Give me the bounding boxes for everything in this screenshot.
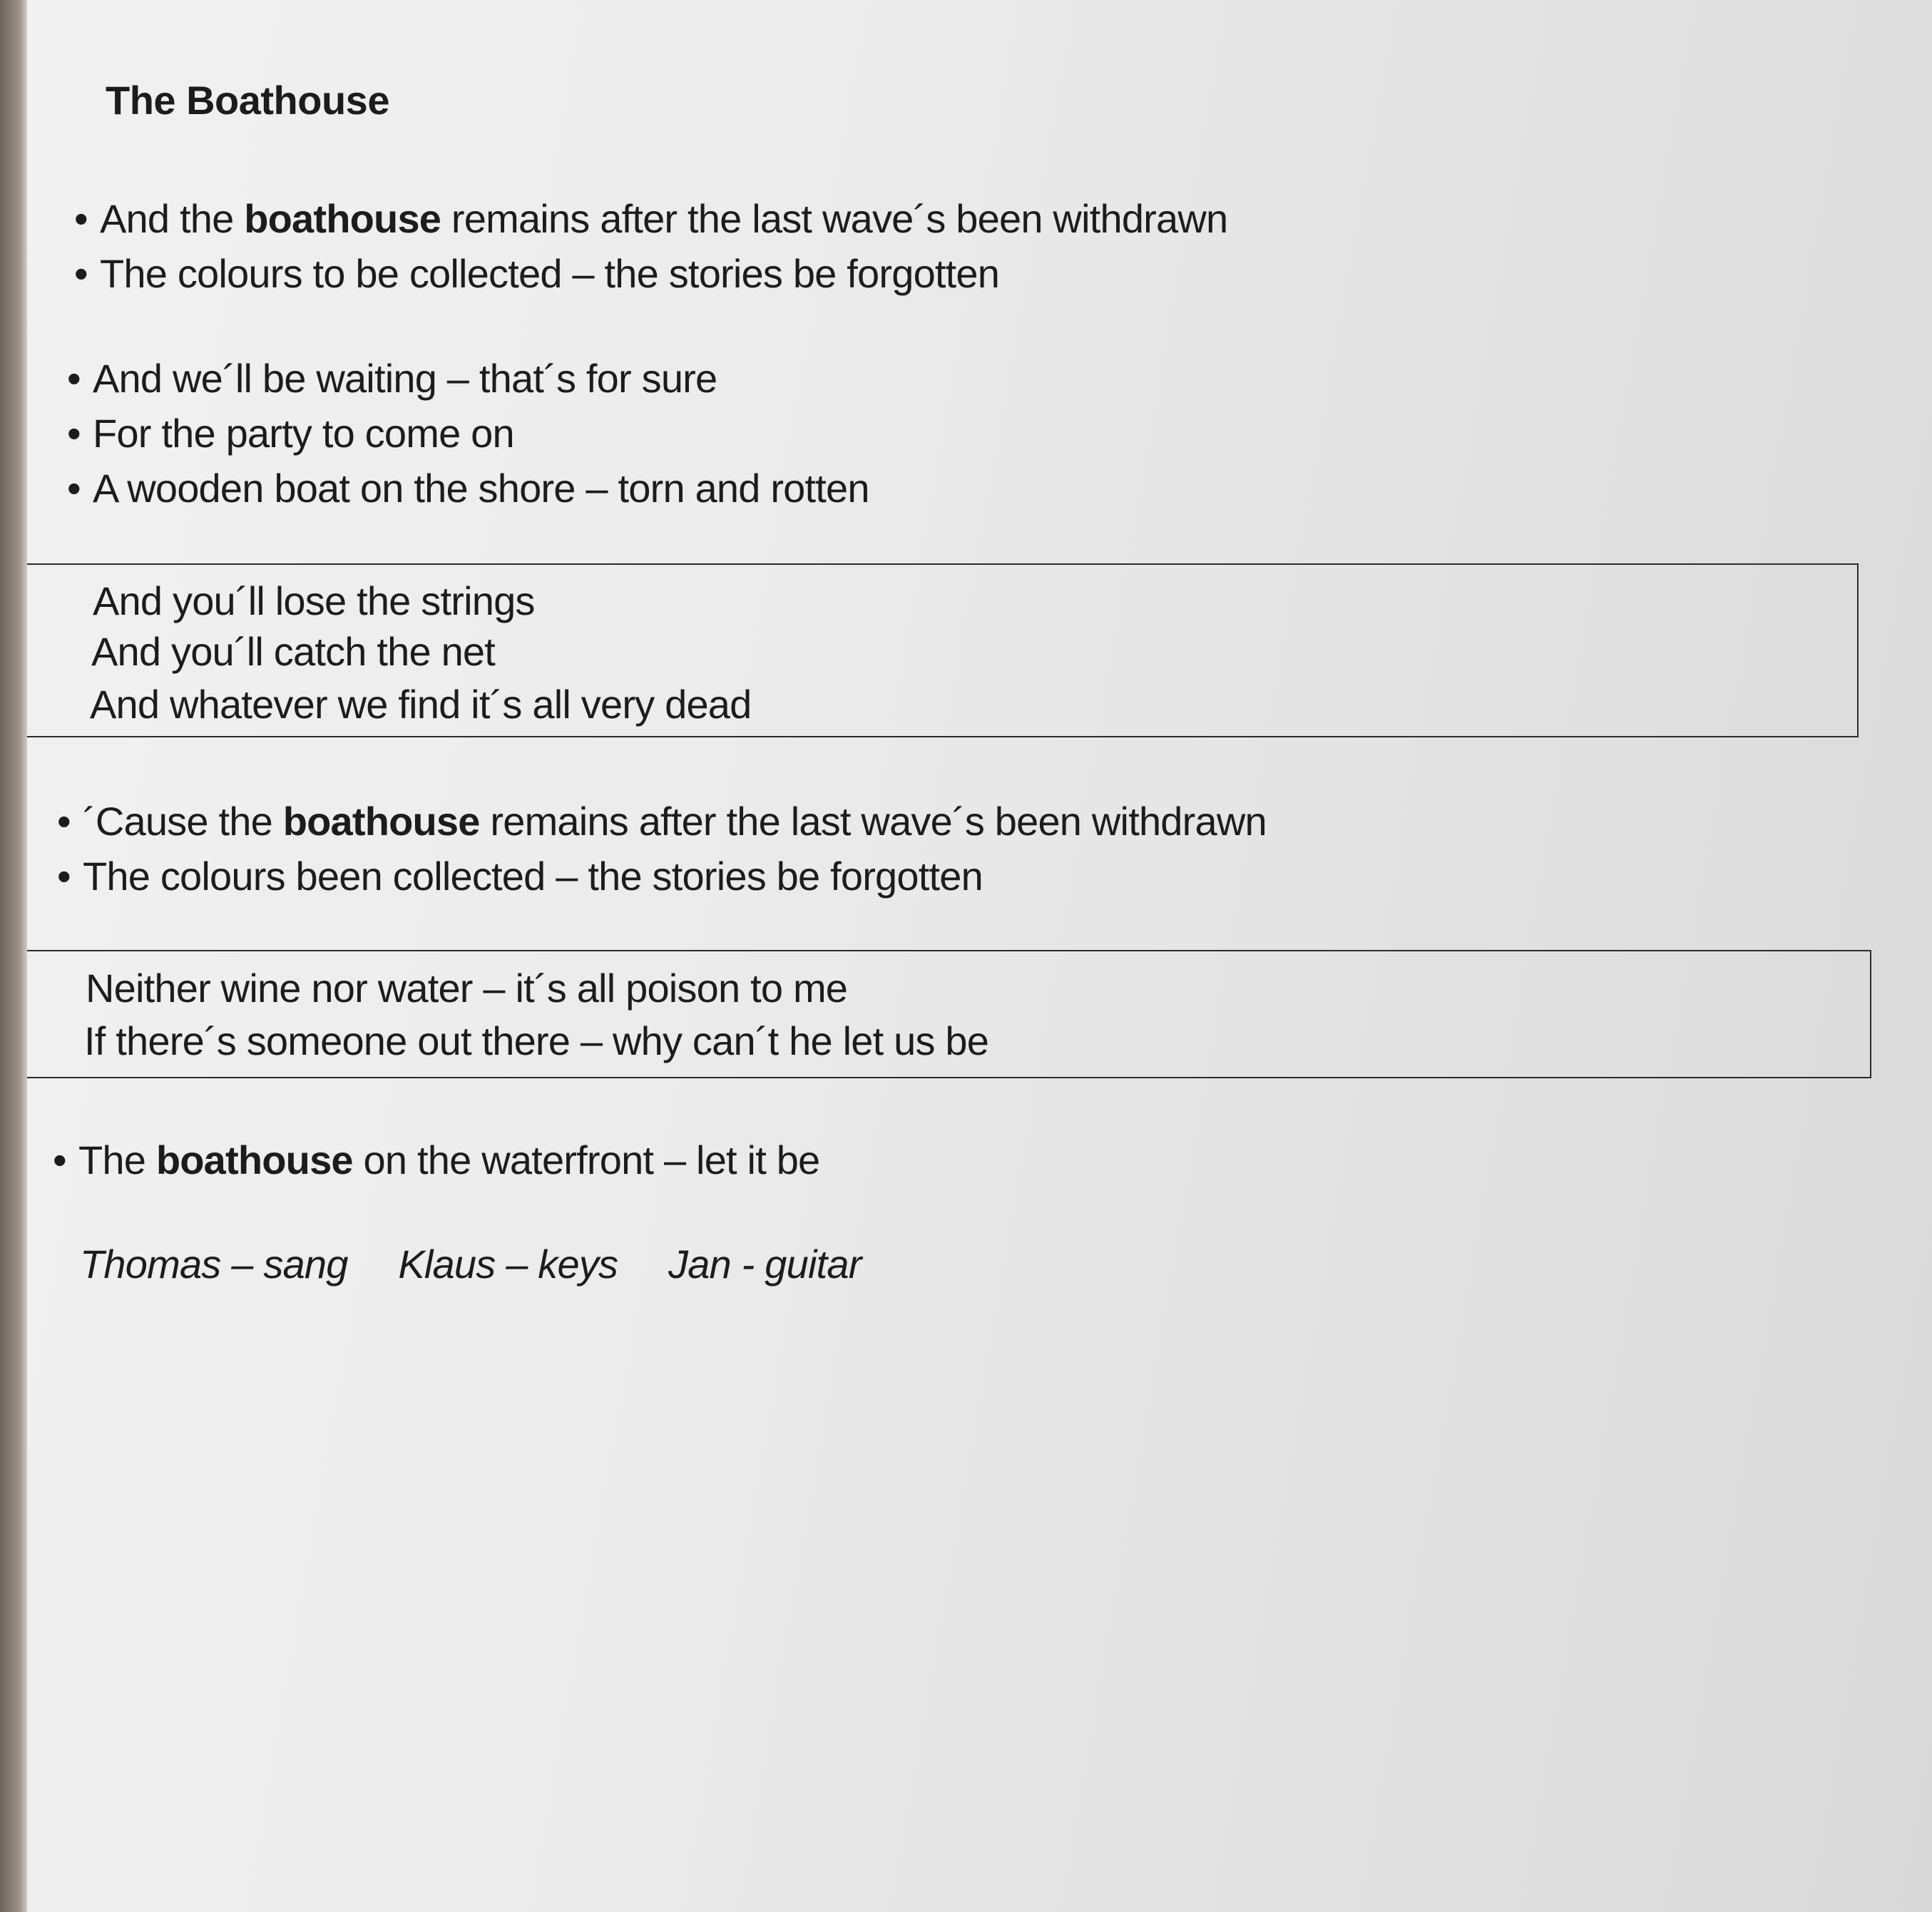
list-item: • And the boathouse remains after the last wave´s been withdrawn — [74, 191, 1227, 246]
credit-klaus: Klaus – keys — [398, 1242, 618, 1287]
verse-1 — [74, 191, 1227, 301]
chorus-line: And you´ll catch the net — [91, 629, 496, 674]
list-item: • A wooden boat on the shore – torn and rotten — [67, 461, 869, 516]
lyrics-page — [27, 0, 1932, 1912]
list-item: • For the party to come on — [67, 406, 869, 461]
chorus-box-1 — [27, 563, 1859, 737]
chorus-line: If there´s someone out there – why can´t he let us be — [84, 1018, 989, 1063]
band-credits — [80, 1241, 901, 1287]
list-item: • The boathouse on the waterfront – let it be — [53, 1133, 819, 1187]
song-title: The Boathouse — [106, 78, 389, 123]
chorus-line: And whatever we find it´s all very dead — [90, 682, 752, 727]
credit-thomas: Thomas – sang — [80, 1242, 348, 1287]
verse-3 — [57, 794, 1267, 904]
chorus-box-2 — [27, 950, 1871, 1078]
closing-verse — [53, 1133, 819, 1187]
book-spine — [0, 0, 27, 1912]
chorus-line: And you´ll lose the strings — [93, 578, 535, 623]
verse-2 — [67, 351, 869, 516]
credit-jan: Jan - guitar — [668, 1242, 862, 1287]
list-item: • ´Cause the boathouse remains after the last wave´s been withdrawn — [57, 794, 1267, 849]
list-item: • And we´ll be waiting – that´s for sure — [67, 351, 869, 406]
chorus-line: Neither wine nor water – it´s all poison to me — [86, 966, 848, 1011]
list-item: • The colours been collected – the stories be forgotten — [57, 849, 1267, 904]
list-item: • The colours to be collected – the stories be forgotten — [74, 246, 1227, 301]
